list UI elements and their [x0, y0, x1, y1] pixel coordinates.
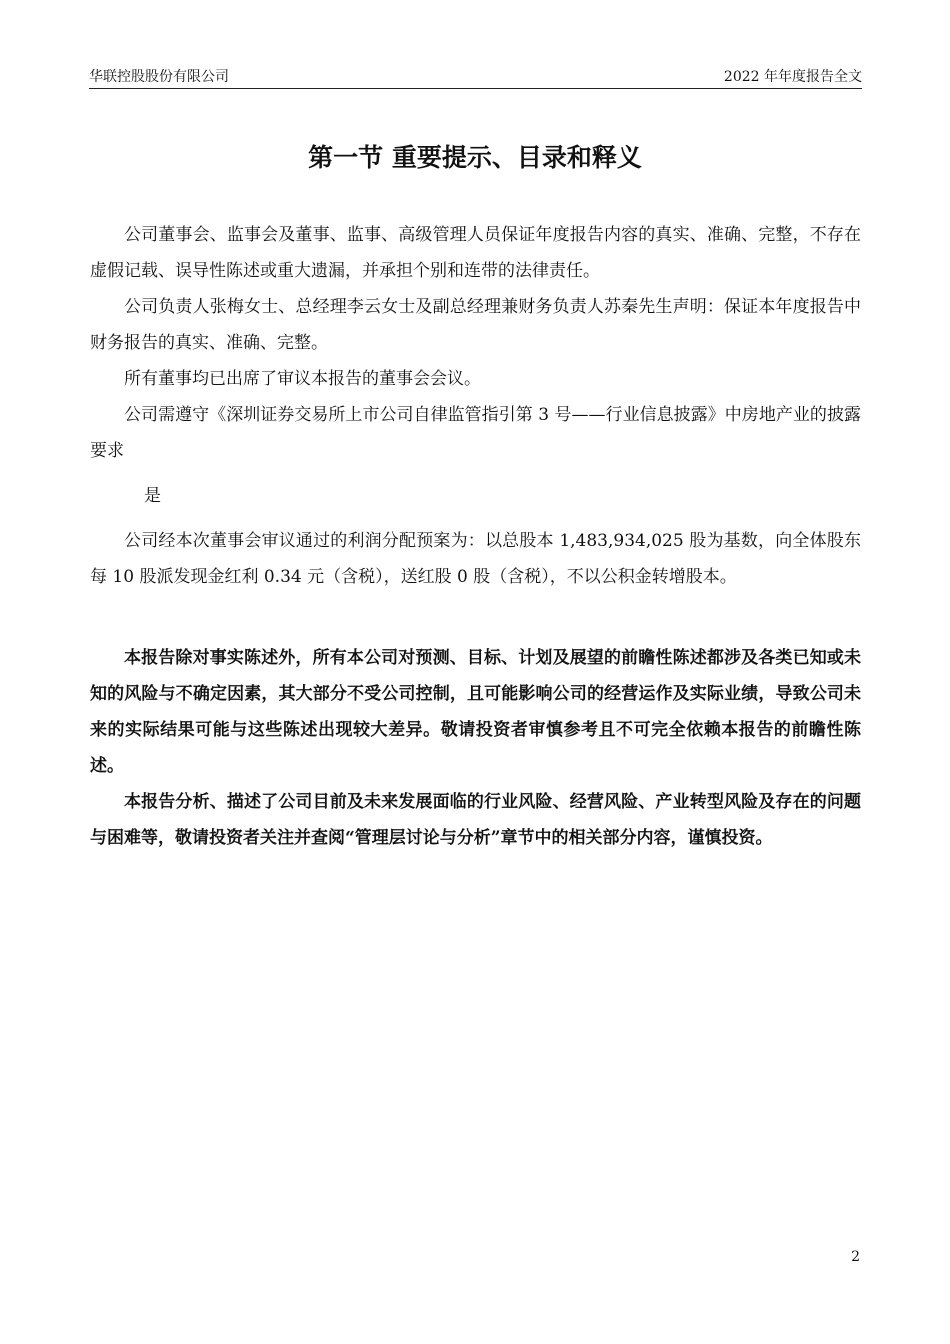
board-attendance-paragraph: 所有董事均已出席了审议本报告的董事会会议。 [124, 369, 481, 389]
document-body [90, 217, 861, 856]
page-header [89, 66, 862, 89]
board-guarantee-paragraph: 公司董事会、监事会及董事、监事、高级管理人员保证年度报告内容的真实、准确、完整，不存在虚假记载、误导性陈述或重大遗漏，并承担个别和连带的法律责任。 [90, 225, 861, 281]
page-number: 2 [851, 1249, 860, 1265]
disclosure-requirement-paragraph: 公司需遵守《深圳证券交易所上市公司自律监管指引第 3 号——行业信息披露》中房地产业的披露要求 [90, 405, 861, 461]
risk-notice-paragraph: 本报告分析、描述了公司目前及未来发展面临的行业风险、经营风险、产业转型风险及存在的问题与困难等，敬请投资者关注并查阅“管理层讨论与分析”章节中的相关部分内容，谨慎投资。 [90, 792, 861, 848]
responsible-persons-statement: 公司负责人张梅女士、总经理李云女士及副总经理兼财务负责人苏秦先生声明：保证本年度报告中财务报告的真实、准确、完整。 [90, 297, 861, 353]
disclosure-answer: 是 [144, 486, 161, 506]
forward-looking-statement: 本报告除对事实陈述外，所有本公司对预测、目标、计划及展望的前瞻性陈述都涉及各类已知或未知的风险与不确定因素，其大部分不受公司控制，且可能影响公司的经营运作及实际业绩，导致公司未来的实际结果可能与这些陈述出现较大差异。敬请投资者审慎参考且不可完全依赖本报告的前瞻性陈述。 [90, 648, 861, 776]
header-report-title: 2022 年年度报告全文 [723, 69, 862, 85]
section-title: 第一节 重要提示、目录和释义 [308, 143, 642, 172]
header-company-name: 华联控股股份有限公司 [89, 69, 229, 85]
profit-distribution-paragraph: 公司经本次董事会审议通过的利润分配预案为：以总股本 1,483,934,025 股为基数，向全体股东每 10 股派发现金红利 0.34 元（含税），送红股 0 股（含税），不以公积金转增股本。 [90, 531, 861, 587]
